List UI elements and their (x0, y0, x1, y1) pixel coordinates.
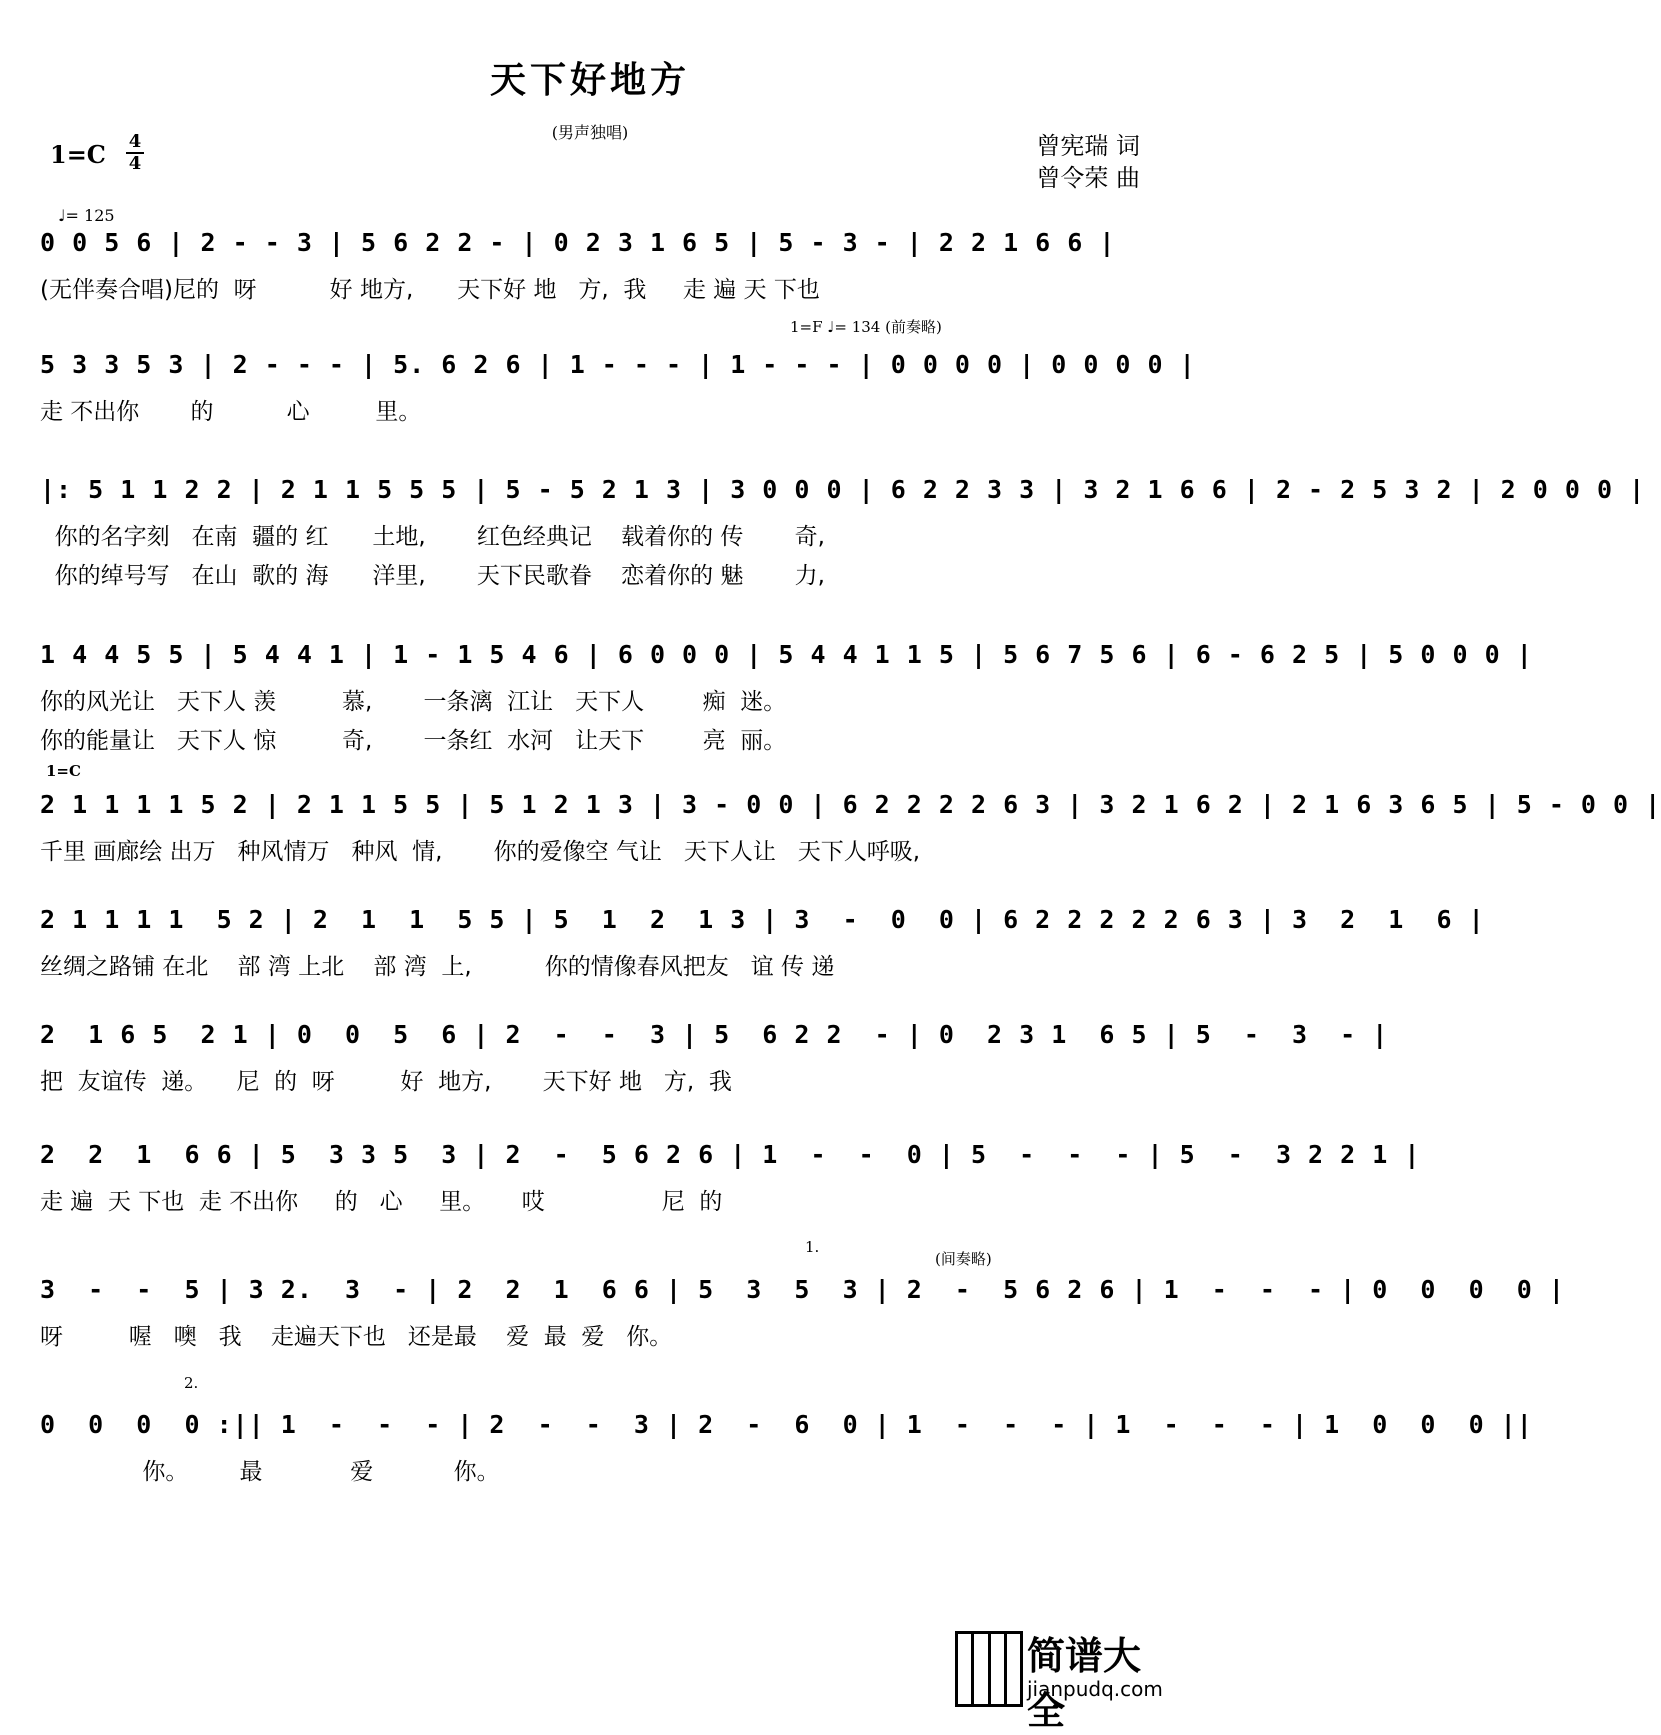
subtitle: (男声独唱) (551, 123, 629, 142)
notes-line: 2 1 1 1 1 5 2 | 2 1 1 5 5 | 5 1 2 1 3 | 3 - 0 0 | 6 2 2 2 2 2 6 3 | 3 2 1 6 | (40, 905, 1485, 934)
lyrics-line: (无伴奏合唱)尼的 呀 好 地方, 天下好 地 方, 我 走 遍 天 下也 (40, 277, 820, 303)
meter-bottom: 4 (128, 153, 142, 174)
score-row (40, 350, 1196, 426)
score-row (40, 640, 1533, 755)
interlude-mark: (间奏略) (935, 1250, 992, 1268)
notes-line: 5 3 3 5 3 | 2 - - - | 5. 6 2 6 | 1 - - - | 1 - - - | 0 0 0 0 | 0 0 0 0 | (40, 350, 1196, 379)
time-signature (126, 132, 144, 174)
lyrics-line: 你的名字刻 在南 疆的 红 土地, 红色经典记 载着你的 传 奇, (40, 524, 825, 550)
score-row (40, 790, 1661, 866)
lyrics-line: 把 友谊传 递。 尼 的 呀 好 地方, 天下好 地 方, 我 (40, 1069, 732, 1095)
score-row (40, 228, 1150, 304)
meter-top: 4 (128, 131, 142, 152)
logo-url: jianpudq.com (1027, 1677, 1163, 1701)
notes-line: 2 1 6 5 2 1 | 0 0 5 6 | 2 - - 3 | 5 6 2 2 - | 0 2 3 1 6 5 | 5 - 3 - | (40, 1020, 1389, 1049)
lyrics-line: 走 遍 天 下也 走 不出你 的 心 里。 哎 尼 的 (40, 1189, 723, 1215)
notes-line: 2 1 1 1 1 5 2 | 2 1 1 5 5 | 5 1 2 1 3 | 3 - 0 0 | 6 2 2 2 2 6 3 | 3 2 1 6 2 | 2 1 6 3 6 5 | 5 - 0 0 | (40, 790, 1661, 819)
notes-line: 0 0 0 0 :|| 1 - - - | 2 - - 3 | 2 - 6 0 | 1 - - - | 1 - - - | 1 0 0 0 || (40, 1410, 1533, 1439)
lyrics-line: 走 不出你 的 心 里。 (40, 399, 422, 425)
lyrics-line: 丝绸之路铺 在北 部 湾 上北 部 湾 上, 你的情像春风把友 谊 传 递 (40, 954, 835, 980)
key-change-c: 1=C (46, 762, 81, 780)
notes-line: 1 4 4 5 5 | 5 4 4 1 | 1 - 1 5 4 6 | 6 0 0 0 | 5 4 4 1 1 5 | 5 6 7 5 6 | 6 - 6 2 5 | 5 0 0 0 | (40, 640, 1533, 669)
composer: 曾令荣 曲 (1036, 164, 1140, 192)
score-row (40, 1020, 1389, 1096)
notes-line: |: 5 1 1 2 2 | 2 1 1 5 5 5 | 5 - 5 2 1 3 | 3 0 0 0 | 6 2 2 3 3 | 3 2 1 6 6 | 2 - 2 5 3 2 | 2 0 0 0 | (40, 475, 1646, 504)
song-title: 天下好地方 (489, 60, 690, 101)
logo-text: 简谱大全 (1027, 1634, 1142, 1733)
key-change-f: 1=F ♩= 134 (前奏略) (790, 318, 942, 336)
piano-icon (955, 1631, 1023, 1707)
lyrics-line: 你。 最 爱 你。 (40, 1459, 500, 1485)
lyricist: 曾宪瑞 词 (1036, 132, 1140, 160)
lyrics-line: 你的能量让 天下人 惊 奇, 一条红 水河 让天下 亮 丽。 (40, 728, 787, 754)
tempo-mark: ♩= 125 (58, 206, 115, 225)
volta-1: 1. (805, 1238, 820, 1256)
volta-2: 2. (184, 1374, 199, 1392)
score-row (40, 475, 1646, 590)
lyrics-line: 千里 画廊绘 出万 种风情万 种风 情, 你的爱像空 气让 天下人让 天下人呼吸, (40, 839, 921, 865)
lyrics-line: 你的绰号写 在山 歌的 海 洋里, 天下民歌眷 恋着你的 魅 力, (40, 563, 825, 589)
lyrics-line: 呀 喔 噢 我 走遍天下也 还是最 爱 最 爱 你。 (40, 1324, 673, 1350)
site-logo (955, 1625, 1165, 1733)
lyrics-line: 你的风光让 天下人 羡 慕, 一条漓 江让 天下人 痴 迷。 (40, 689, 787, 715)
score-row (40, 905, 1485, 981)
score-row (40, 1140, 1421, 1216)
score-row (40, 1275, 1565, 1351)
credits (1036, 130, 1140, 194)
notes-line: 0 0 5 6 | 2 - - 3 | 5 6 2 2 - | 0 2 3 1 6 5 | 5 - 3 - | 2 2 1 6 6 | (40, 228, 1116, 257)
notes-line: 3 - - 5 | 3 2. 3 - | 2 2 1 6 6 | 5 3 5 3 | 2 - 5 6 2 6 | 1 - - - | 0 0 0 0 | (40, 1275, 1565, 1304)
notes-line: 2 2 1 6 6 | 5 3 3 5 3 | 2 - 5 6 2 6 | 1 - - 0 | 5 - - - | 5 - 3 2 2 1 | (40, 1140, 1421, 1169)
key-signature: 1=C (50, 140, 106, 169)
score-row (40, 1410, 1533, 1486)
